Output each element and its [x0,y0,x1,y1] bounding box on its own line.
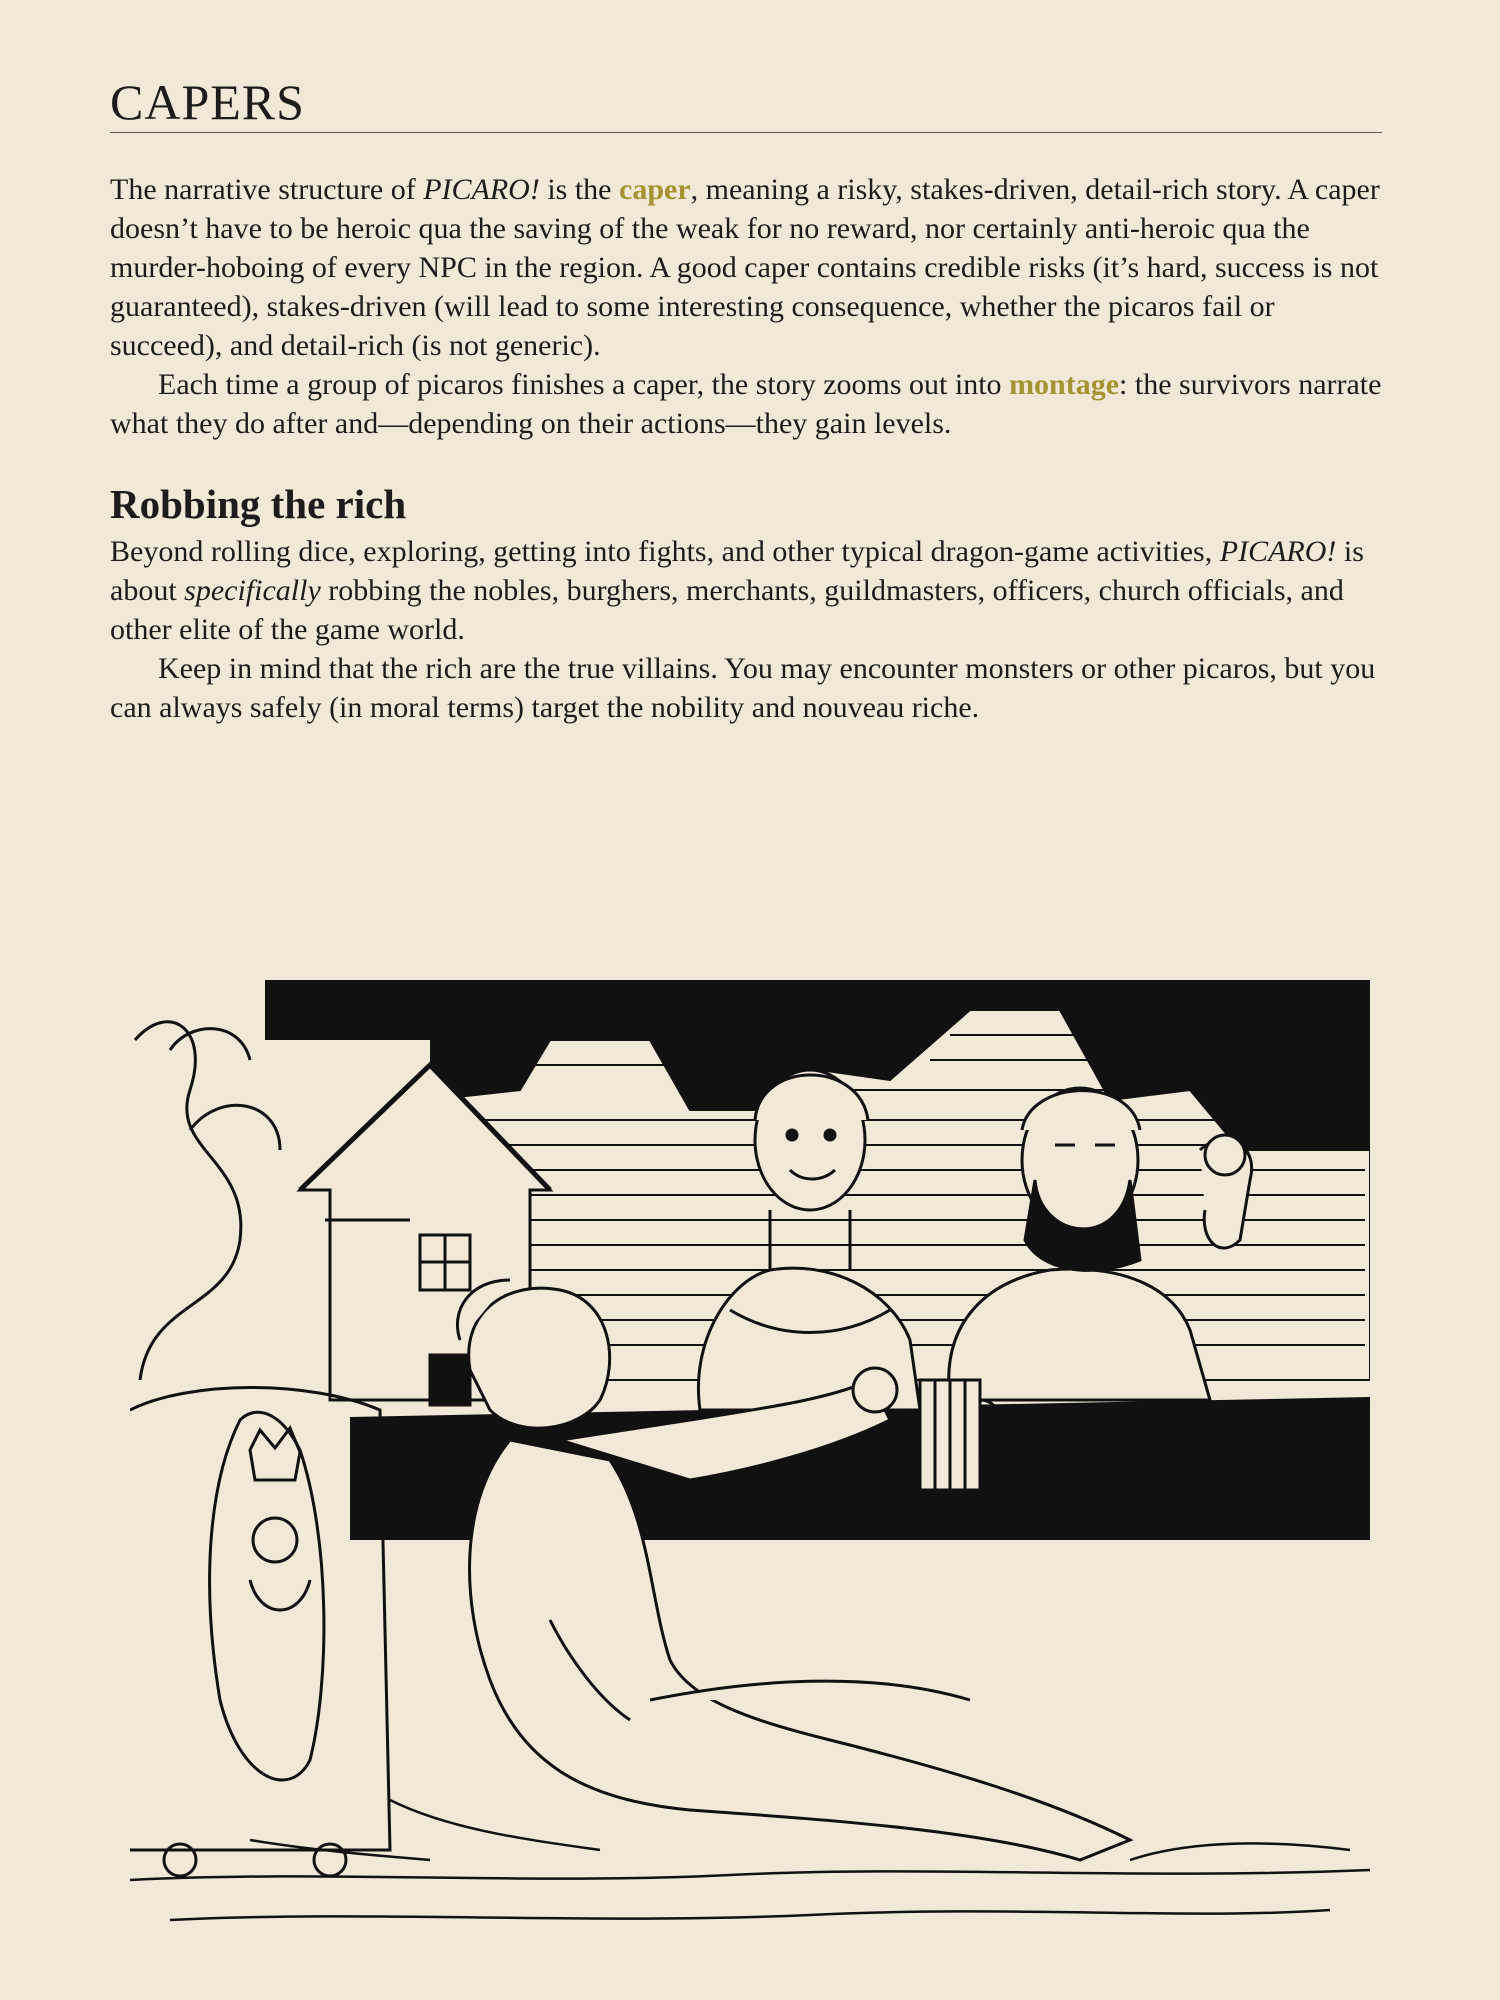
chapter-title: CAPERS [110,74,305,130]
tavern-illustration [130,980,1370,1950]
game-title-italic: PICARO! [1219,535,1337,568]
emphasis-italic: specifically [184,574,321,607]
capers-paragraph-2: Each time a group of picaros finishes a caper, the story zooms out into montage: the survivors narrate what they do after and—depending on their actions—they gain levels. [110,368,1382,440]
robbing-paragraph-2: Keep in mind that the rich are the true villains. You may encounter monsters or other picaros, but you can always safely (in moral terms) target the nobility and nouveau riche. [110,652,1376,724]
floor-lines [130,1800,1370,1920]
robbing-section [110,532,1382,727]
capers-paragraph-1: The narrative structure of PICARO! is the caper, meaning a risky, stakes-driven, detail-rich story. A caper doesn’t have to be heroic qua the saving of the weak for no reward, nor certainly anti-heroic qua the murder-hoboing of every NPC in the region. A good caper contains credible risks (it’s hard, success is not guaranteed), stakes-driven (will lead to some interesting consequence, whether the picaros fail or succeed), and detail-rich (is not generic). [110,173,1380,362]
keyword-caper: caper [619,173,691,206]
title-divider [110,132,1382,133]
capers-section [110,170,1382,443]
section-heading: Robbing the rich [110,481,407,527]
keyword-montage: montage [1009,368,1120,401]
robbing-paragraph-1: Beyond rolling dice, exploring, getting into fights, and other typical dragon-game activities, PICARO! is about specifically robbing the nobles, burghers, merchants, guildmasters, officers, church officials, and other elite of the game world. [110,535,1364,646]
game-title-italic: PICARO! [423,173,540,206]
